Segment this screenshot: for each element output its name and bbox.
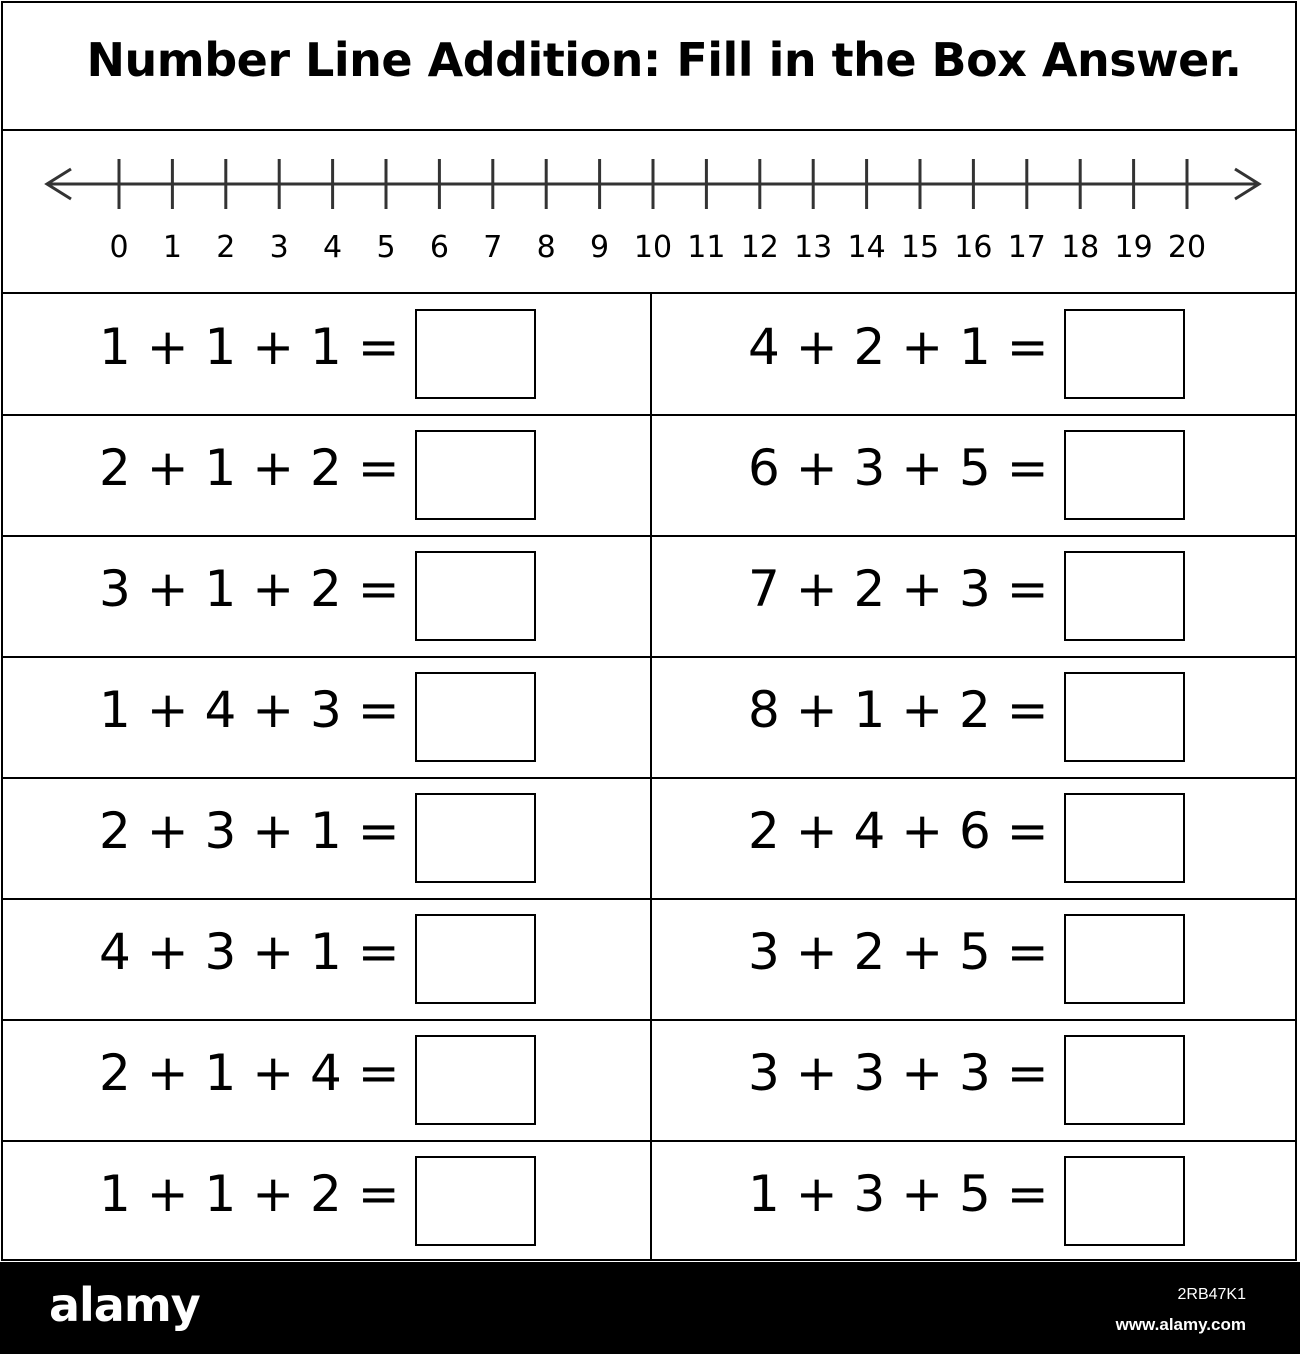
tick-label: 2: [216, 230, 236, 265]
problem-cell: [3, 536, 650, 657]
answer-box[interactable]: [415, 309, 536, 399]
worksheet: [1, 1, 1297, 1261]
problem-cell: [652, 657, 1297, 778]
tick-label: 20: [1167, 230, 1207, 265]
title-row: [3, 3, 1295, 131]
tick-label: 0: [109, 230, 129, 265]
problem-cell: [3, 657, 650, 778]
equation-text: 4 + 2 + 1 =: [748, 318, 1049, 376]
equation-text: 2 + 3 + 1 =: [99, 802, 400, 860]
tick-label: 7: [483, 230, 503, 265]
answer-box[interactable]: [1064, 914, 1185, 1004]
problem-cell: [3, 415, 650, 536]
equation-text: 2 + 1 + 4 =: [99, 1044, 400, 1102]
equation-text: 3 + 2 + 5 =: [748, 923, 1049, 981]
answer-box[interactable]: [415, 551, 536, 641]
answer-box[interactable]: [415, 914, 536, 1004]
equation-text: 4 + 3 + 1 =: [99, 923, 400, 981]
tick-label: 5: [376, 230, 396, 265]
answer-box[interactable]: [415, 793, 536, 883]
problem-cell: [3, 1141, 650, 1262]
number-line-row: [3, 131, 1295, 294]
problem-cell: [652, 1020, 1297, 1141]
equation-text: 2 + 4 + 6 =: [748, 802, 1049, 860]
equation-text: 7 + 2 + 3 =: [748, 560, 1049, 618]
answer-box[interactable]: [1064, 1035, 1185, 1125]
tick-label: 10: [633, 230, 673, 265]
tick-label: 16: [954, 230, 993, 265]
answer-box[interactable]: [1064, 430, 1185, 520]
equation-text: 6 + 3 + 5 =: [748, 439, 1049, 497]
answer-box[interactable]: [415, 1035, 536, 1125]
tick-label: 15: [900, 230, 940, 265]
problem-cell: [3, 899, 650, 1020]
image-id: 2RB47K1: [1177, 1286, 1246, 1303]
equation-text: 2 + 1 + 2 =: [99, 439, 400, 497]
problem-cell: [652, 899, 1297, 1020]
answer-box[interactable]: [1064, 309, 1185, 399]
problem-cell: [3, 294, 650, 415]
brand-logo: alamy: [49, 1278, 200, 1332]
equation-text: 3 + 3 + 3 =: [748, 1044, 1049, 1102]
equation-text: 1 + 3 + 5 =: [748, 1165, 1049, 1223]
answer-box[interactable]: [415, 430, 536, 520]
problem-grid: [3, 294, 1295, 1261]
worksheet-title: Number Line Addition: Fill in the Box Answer.: [86, 33, 1242, 87]
number-line: [3, 131, 1295, 292]
problem-cell: [652, 778, 1297, 899]
tick-label: 12: [740, 230, 779, 265]
site-url: www.alamy.com: [1115, 1315, 1246, 1334]
footer-bar: [0, 1262, 1300, 1354]
tick-label: 6: [429, 230, 449, 265]
tick-label: 11: [687, 230, 726, 265]
equation-text: 1 + 1 + 1 =: [99, 318, 400, 376]
answer-box[interactable]: [415, 672, 536, 762]
answer-box[interactable]: [1064, 1156, 1185, 1246]
tick-label: 18: [1061, 230, 1100, 265]
tick-label: 13: [794, 230, 833, 265]
problem-cell: [3, 778, 650, 899]
problem-cell: [652, 1141, 1297, 1262]
problem-cell: [652, 294, 1297, 415]
problem-cell: [652, 415, 1297, 536]
answer-box[interactable]: [1064, 672, 1185, 762]
answer-box[interactable]: [1064, 793, 1185, 883]
equation-text: 1 + 4 + 3 =: [99, 681, 400, 739]
tick-label: 17: [1007, 230, 1046, 265]
tick-label: 8: [536, 230, 556, 265]
tick-label: 3: [269, 230, 289, 265]
answer-box[interactable]: [415, 1156, 536, 1246]
answer-box[interactable]: [1064, 551, 1185, 641]
tick-label: 19: [1114, 230, 1153, 265]
tick-label: 14: [847, 230, 886, 265]
tick-label: 1: [162, 230, 182, 265]
problem-cell: [652, 536, 1297, 657]
tick-label: 9: [590, 230, 610, 265]
equation-text: 8 + 1 + 2 =: [748, 681, 1049, 739]
equation-text: 3 + 1 + 2 =: [99, 560, 400, 618]
tick-label: 4: [323, 230, 343, 265]
equation-text: 1 + 1 + 2 =: [99, 1165, 400, 1223]
problem-cell: [3, 1020, 650, 1141]
